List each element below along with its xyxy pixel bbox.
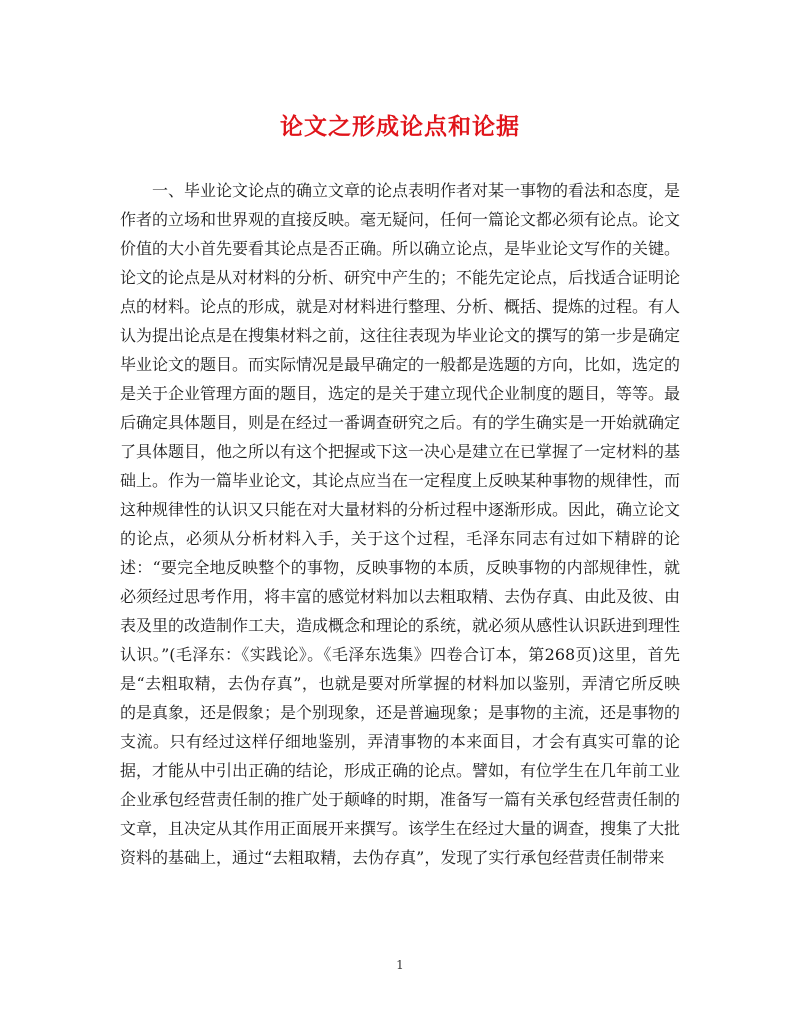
page-number: 1: [396, 958, 404, 972]
document-title: 论文之形成论点和论据: [280, 113, 520, 140]
body-paragraph: 一、毕业论文论点的确立文章的论点表明作者对某一事物的看法和态度，是作者的立场和世界观的直接反映。毫无疑问，任何一篇论文都必须有论点。论文价值的大小首先要看其论点是否正确。所以确立论点，是毕业论文写作的关键。论文的论点是从对材料的分析、研究中产生的；不能先定论点，后找适合证明论点的材料。论点的形成，就是对材料进行整理、分析、概括、提炼的过程。有人认为提出论点是在搜集材料之前，这往往表现为毕业论文的撰写的第一步是确定毕业论文的题目。而实际情况是最早确定的一般都是选题的方向，比如，选定的是关于企业管理方面的题目，选定的是关于建立现代企业制度的题目，等等。最后确定具体题目，则是在经过一番调查研究之后。有的学生确实是一开始就确定了具体题目，他之所以有这个把握或下这一决心是建立在已掌握了一定材料的基础上。作为一篇毕业论文，其论点应当在一定程度上反映某种事物的规律性，而这种规律性的认识又只能在对大量材料的分析过程中逐渐形成。因此，确立论文的论点，必须从分析材料入手，关于这个过程，毛泽东同志有过如下精辟的论述：“要完全地反映整个的事物，反映事物的本质，反映事物的内部规律性，就必须经过思考作用，将丰富的感觉材料加以去粗取精、去伪存真、由此及彼、由表及里的改造制作工夫，造成概念和理论的系统，就必须从感性认识跃进到理性认识。”(毛泽东：《实践论》。《毛泽东选集》四卷合订本，第268页)这里，首先是“去粗取精，去伪存真”，也就是要对所掌握的材料加以鉴别，弄清它所反映的是真象，还是假象；是个别现象，还是普遍现象；是事物的主流，还是事物的支流。只有经过这样仔细地鉴别，弄清事物的本来面目，才会有真实可靠的论据，才能从中引出正确的结论，形成正确的论点。譬如，有位学生在几年前工业企业承包经营责任制的推广处于颠峰的时期，准备写一篇有关承包经营责任制的文章，且决定从其作用正面展开来撰写。该学生在经过大量的调查，搜集了大批资料的基础上，通过“去粗取精，去伪存真”，发现了实行承包经营责任制带来: [120, 181, 681, 867]
